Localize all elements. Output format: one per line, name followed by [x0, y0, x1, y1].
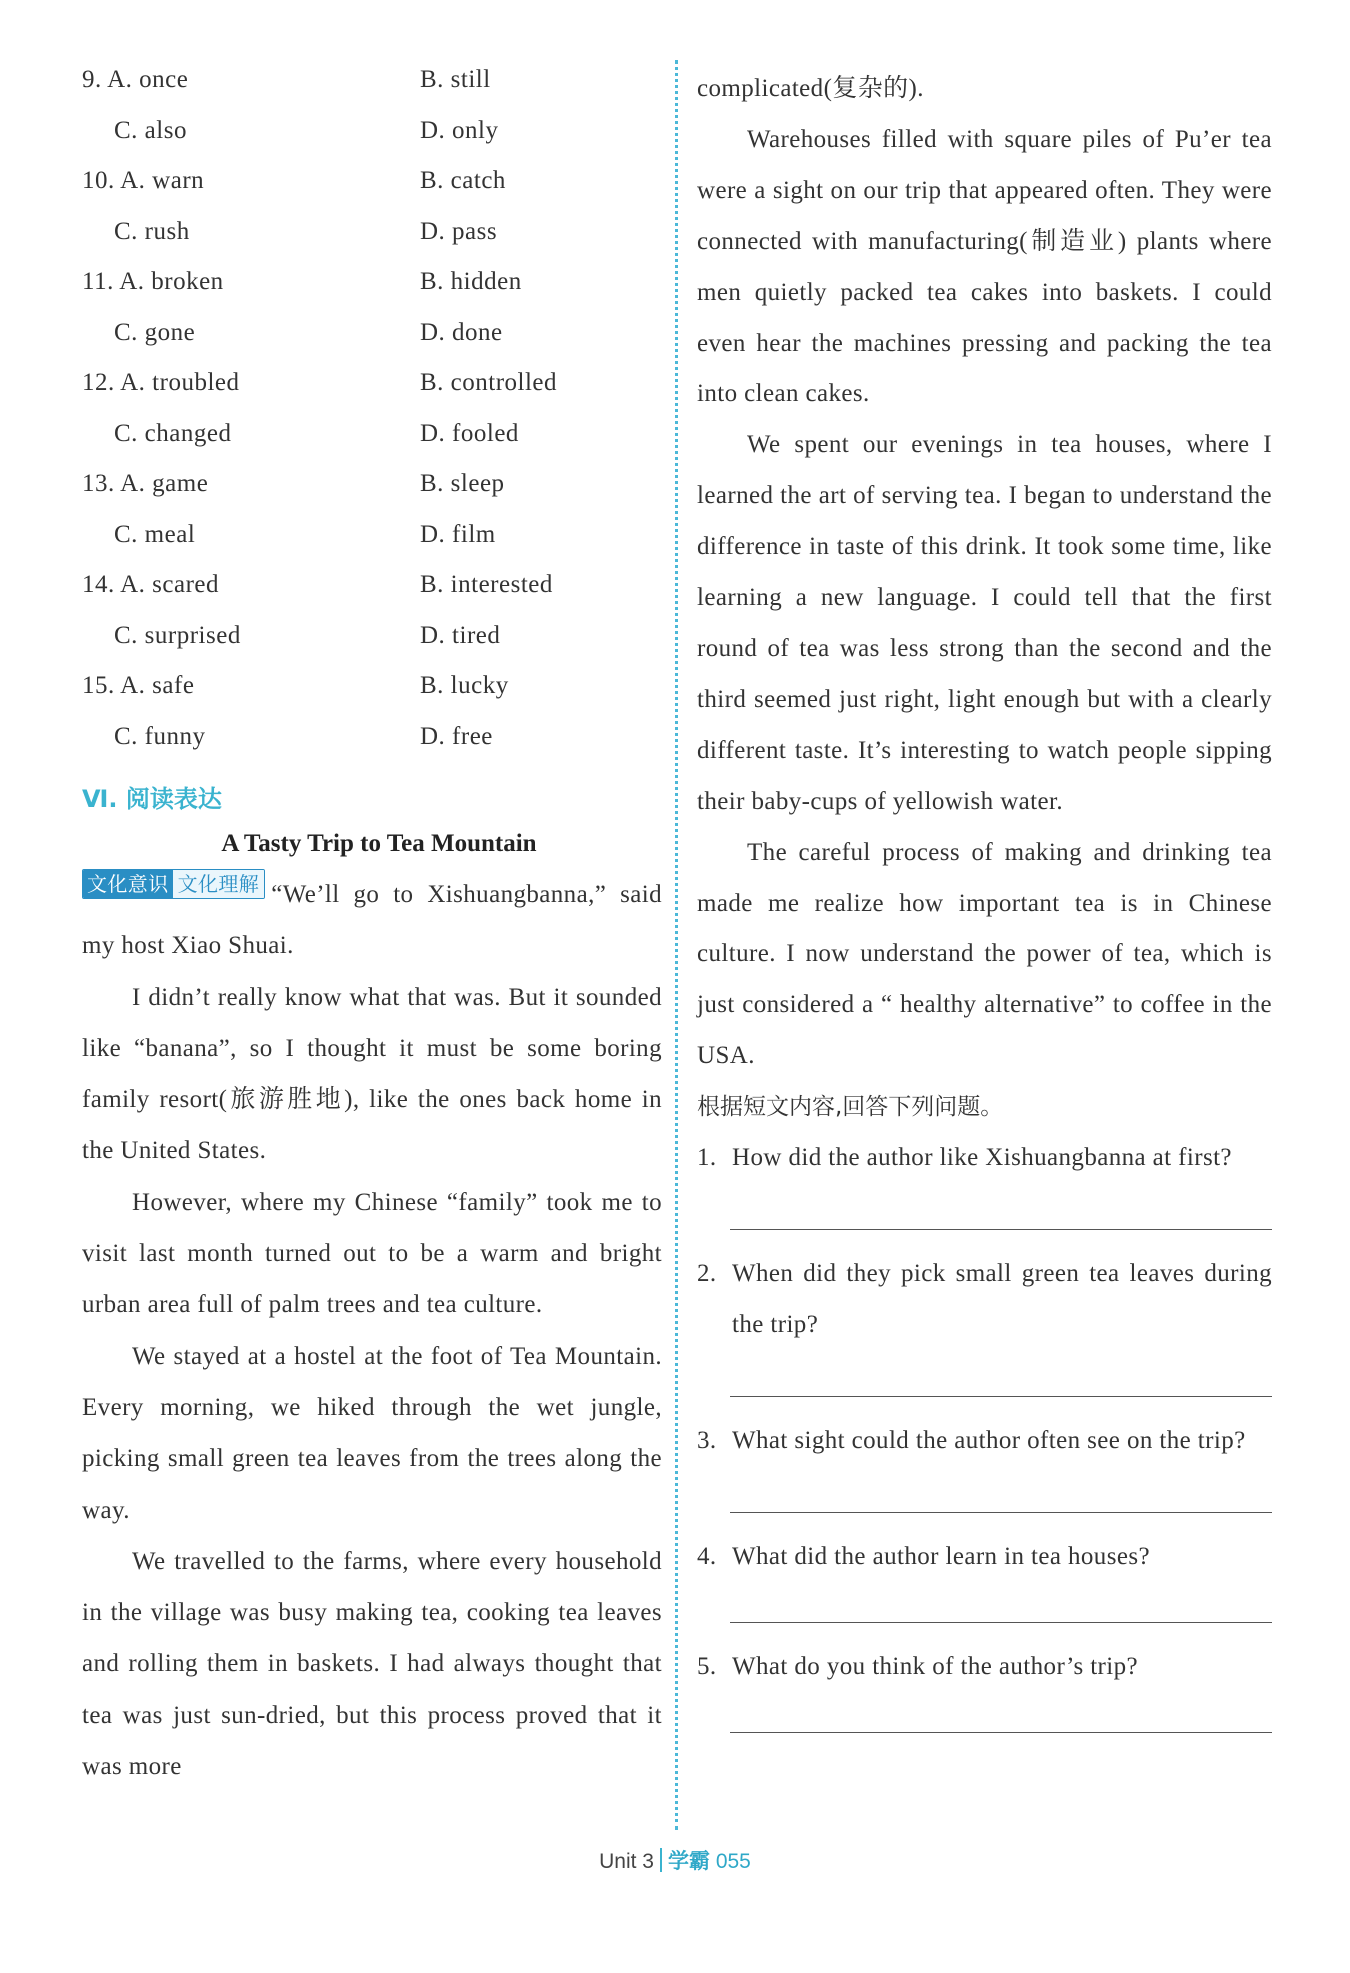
option-c: C. rush: [114, 217, 190, 245]
question-3: [697, 1415, 1272, 1466]
option-row: [82, 258, 662, 309]
option-b: B. sleep: [420, 470, 505, 497]
question-2: [697, 1248, 1272, 1350]
option-c: C. also: [114, 116, 187, 144]
unit-label: Unit 3: [599, 1850, 654, 1873]
passage-paragraph-7: We spent our evenings in tea houses, where I learned the art of serving tea. I began to understand the difference in taste of this drink. It took some time, like learning a new language. I could tell that the first round of tea was less strong than the second and the third seemed just right, light enough but with a clearly different taste. It’s interesting to watch people sipping their baby-cups of yellowish water.: [697, 431, 1272, 815]
option-a: 10. A. warn: [82, 167, 205, 194]
option-row: [82, 713, 662, 764]
question-1: [697, 1132, 1272, 1183]
option-b: B. catch: [420, 167, 506, 194]
passage-paragraph-4: We stayed at a hostel at the foot of Tea Mountain. Every morning, we hiked through the wet jungle, picking small green tea leaves from the trees along the way.: [82, 1342, 662, 1524]
page-footer: [0, 1845, 1350, 1875]
passage-paragraph-2: I didn’t really know what that was. But it sounded like “banana”, so I thought it must be some boring family resort(旅游胜地), like the ones back home in the United States.: [82, 983, 662, 1165]
option-a: 14. A. scared: [82, 571, 220, 598]
option-a: 11. A. broken: [82, 268, 224, 295]
option-row: [82, 410, 662, 461]
question-number: 1.: [697, 1144, 717, 1172]
option-a: 9. A. once: [82, 66, 189, 93]
passage-paragraph-3: However, where my Chinese “family” took me to visit last month turned out to be a warm and bright urban area full of palm trees and tea culture.: [82, 1188, 662, 1319]
option-row: [82, 157, 662, 208]
option-d: D. done: [420, 318, 503, 346]
option-row: [82, 309, 662, 360]
option-row: [82, 56, 662, 107]
section-heading: Ⅵ. 阅读表达: [82, 785, 222, 813]
left-column: [82, 56, 662, 1792]
option-c: C. gone: [114, 318, 196, 346]
option-row: [82, 511, 662, 562]
question-number: 2.: [697, 1260, 717, 1288]
question-instruction: 根据短文内容,回答下列问题。: [697, 1094, 1004, 1121]
question-4: [697, 1531, 1272, 1582]
question-number: 3.: [697, 1427, 717, 1455]
paragraph-text: “We’ll go to Xishuangbanna,” said my host Xiao Shuai.: [82, 881, 662, 960]
culture-tag: [82, 869, 265, 899]
option-a: 12. A. troubled: [82, 369, 240, 396]
option-b: B. interested: [420, 571, 553, 598]
option-c: C. changed: [114, 419, 232, 447]
option-b: B. hidden: [420, 268, 522, 295]
option-d: D. pass: [420, 217, 498, 245]
passage-paragraph-6: Warehouses filled with square piles of Pu’er tea were a sight on our trip that appeared often. They were connected with manufacturing(制造业) plants where men quietly packed tea cakes into baskets. I could even hear the machines pressing and packing the tea into clean cakes.: [697, 125, 1272, 408]
question-text: What sight could the author often see on the trip?: [732, 1427, 1246, 1455]
option-d: D. tired: [420, 621, 501, 649]
passage-paragraph-8: The careful process of making and drinking tea made me realize how important tea is in Chinese culture. I now understand the power of tea, which is just considered a “ healthy alternative” to coffee in the USA.: [697, 838, 1272, 1070]
passage-paragraph-1: [82, 869, 662, 972]
option-row: [82, 460, 662, 511]
option-row: [82, 208, 662, 259]
passage-title: A Tasty Trip to Tea Mountain: [221, 830, 537, 857]
question-number: 5.: [697, 1653, 717, 1681]
option-c: C. meal: [114, 520, 196, 548]
option-b: B. controlled: [420, 369, 558, 396]
question-text: How did the author like Xishuangbanna at first?: [732, 1144, 1232, 1172]
option-row: [82, 359, 662, 410]
culture-tag-primary: 文化意识: [83, 870, 173, 898]
option-d: D. fooled: [420, 419, 519, 447]
brand-label: 学霸: [667, 1850, 710, 1873]
option-d: D. only: [420, 116, 499, 144]
option-c: C. funny: [114, 722, 206, 750]
option-b: B. still: [420, 66, 491, 93]
multiple-choice-options: [82, 56, 662, 763]
passage-paragraph-5: We travelled to the farms, where every household in the village was busy making tea, cooking tea leaves and rolling them in baskets. I had always thought that tea was just sun-dried, but this process proved that it was more: [82, 1547, 662, 1781]
option-c: C. surprised: [114, 621, 241, 649]
option-d: D. film: [420, 520, 496, 548]
right-column: [697, 64, 1272, 1733]
question-number: 4.: [697, 1543, 717, 1571]
option-row: [82, 561, 662, 612]
option-a: 15. A. safe: [82, 672, 195, 699]
answer-line-5[interactable]: [730, 1732, 1272, 1733]
question-5: [697, 1641, 1272, 1692]
culture-tag-secondary: 文化理解: [173, 870, 265, 898]
footer-separator: [660, 1848, 662, 1872]
option-row: [82, 612, 662, 663]
option-row: [82, 662, 662, 713]
option-b: B. lucky: [420, 672, 509, 699]
option-a: 13. A. game: [82, 470, 209, 497]
passage-paragraph-5-continued: complicated(复杂的).: [697, 75, 924, 102]
column-divider: [675, 60, 678, 1830]
option-d: D. free: [420, 722, 493, 750]
page-number: 055: [715, 1850, 751, 1873]
question-text: When did they pick small green tea leaves during the trip?: [732, 1260, 1272, 1339]
question-text: What do you think of the author’s trip?: [732, 1653, 1139, 1681]
option-row: [82, 107, 662, 158]
question-text: What did the author learn in tea houses?: [732, 1543, 1150, 1571]
